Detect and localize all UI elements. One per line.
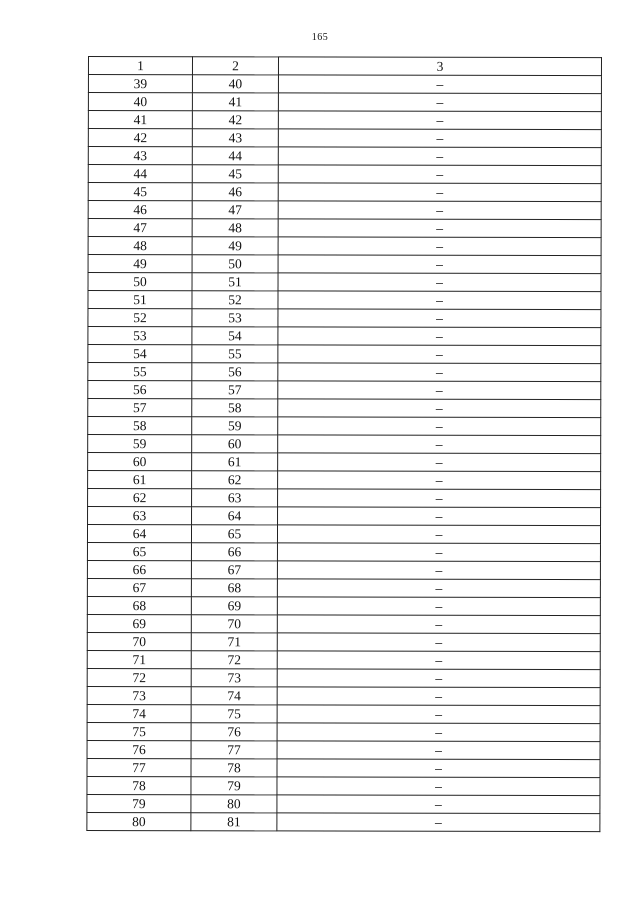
table-cell-col-1: 79 — [87, 794, 191, 812]
table-cell-col-3: – — [277, 759, 600, 778]
table-cell-col-3: – — [277, 795, 600, 814]
table-row — [87, 704, 600, 723]
table-cell-col-2: 56 — [192, 363, 278, 381]
table-row — [88, 363, 601, 382]
table-cell-col-2: 74 — [191, 687, 277, 705]
table-cell-col-3: – — [277, 669, 600, 688]
column-header-3: 3 — [278, 57, 601, 76]
table-cell-col-3: – — [278, 309, 601, 328]
table-row — [87, 578, 600, 597]
table-cell-col-3: – — [278, 327, 601, 346]
table-row — [88, 147, 601, 166]
table-cell-col-2: 77 — [191, 741, 277, 759]
table-cell-col-3: – — [278, 435, 601, 454]
table-cell-col-3: – — [278, 165, 601, 184]
table-cell-col-2: 64 — [192, 507, 278, 525]
header-row — [88, 57, 601, 76]
table-row — [88, 345, 601, 364]
table-cell-col-2: 47 — [192, 201, 278, 219]
table-cell-col-3: – — [278, 147, 601, 166]
table-row — [87, 650, 600, 669]
table-row — [87, 758, 600, 777]
table-cell-col-2: 44 — [192, 147, 278, 165]
table-cell-col-3: – — [277, 651, 600, 670]
table-row — [88, 129, 601, 148]
table-cell-col-3: – — [278, 111, 601, 130]
table-row — [87, 543, 600, 562]
table-cell-col-3: – — [278, 363, 601, 382]
table-cell-col-1: 61 — [88, 471, 192, 489]
table-row — [88, 381, 601, 400]
table-cell-col-1: 64 — [87, 525, 191, 543]
table-cell-col-1: 78 — [87, 776, 191, 794]
table-cell-col-2: 45 — [192, 165, 278, 183]
table-cell-col-2: 70 — [191, 615, 277, 633]
table-cell-col-2: 62 — [192, 471, 278, 489]
table-cell-col-3: – — [278, 291, 601, 310]
table-cell-col-2: 61 — [192, 453, 278, 471]
table-cell-col-1: 72 — [87, 668, 191, 686]
table-row — [88, 165, 601, 184]
table-cell-col-3: – — [278, 417, 601, 436]
column-header-2: 2 — [192, 57, 278, 75]
table-cell-col-1: 51 — [88, 291, 192, 309]
table-cell-col-2: 59 — [192, 417, 278, 435]
table-cell-col-1: 75 — [87, 722, 191, 740]
table-cell-col-3: – — [278, 219, 601, 238]
table-cell-col-3: – — [278, 471, 601, 490]
table-cell-col-2: 72 — [191, 651, 277, 669]
table-cell-col-2: 46 — [192, 183, 278, 201]
table-row — [88, 93, 601, 112]
table-cell-col-3: – — [277, 705, 600, 724]
table-row — [87, 632, 600, 651]
table-cell-col-3: – — [278, 183, 601, 202]
table-cell-col-2: 68 — [191, 579, 277, 597]
table-cell-col-1: 80 — [87, 812, 191, 830]
table-row — [88, 417, 601, 436]
table-cell-col-1: 43 — [88, 147, 192, 165]
table-cell-col-2: 67 — [191, 561, 277, 579]
table-cell-col-1: 48 — [88, 237, 192, 255]
table-cell-col-1: 67 — [87, 578, 191, 596]
table-row — [87, 794, 600, 813]
table-row — [87, 812, 600, 831]
table-row — [88, 471, 601, 490]
table-row — [87, 525, 600, 544]
table-cell-col-1: 39 — [88, 75, 192, 93]
table-cell-col-1: 56 — [88, 381, 192, 399]
table-cell-col-2: 63 — [192, 489, 278, 507]
table-cell-col-3: – — [278, 273, 601, 292]
table-cell-col-2: 40 — [192, 75, 278, 93]
table-cell-col-1: 55 — [88, 363, 192, 381]
table-row — [88, 291, 601, 310]
table-cell-col-2: 75 — [191, 705, 277, 723]
table-body — [87, 75, 602, 832]
table-cell-col-1: 54 — [88, 345, 192, 363]
table-cell-col-1: 65 — [87, 543, 191, 561]
table-cell-col-3: – — [277, 525, 600, 544]
table-cell-col-1: 68 — [87, 596, 191, 614]
table-row — [88, 399, 601, 418]
table-cell-col-2: 43 — [192, 129, 278, 147]
table-cell-col-3: – — [278, 129, 601, 148]
page-number: 165 — [311, 32, 329, 43]
table-cell-col-1: 59 — [88, 435, 192, 453]
table-row — [88, 327, 601, 346]
table-cell-col-3: – — [278, 255, 601, 274]
table-row — [88, 435, 601, 454]
table-cell-col-1: 66 — [87, 560, 191, 578]
table-cell-col-2: 52 — [192, 291, 278, 309]
table-cell-col-2: 71 — [191, 633, 277, 651]
table-cell-col-3: – — [278, 489, 601, 508]
table-cell-col-1: 76 — [87, 740, 191, 758]
table-cell-col-2: 80 — [191, 795, 277, 813]
table-cell-col-3: – — [278, 381, 601, 400]
table-cell-col-2: 79 — [191, 777, 277, 795]
table-cell-col-2: 73 — [191, 669, 277, 687]
table-cell-col-2: 81 — [191, 813, 277, 831]
table-cell-col-2: 53 — [192, 309, 278, 327]
table-cell-col-1: 73 — [87, 686, 191, 704]
table-row — [88, 111, 601, 130]
table-cell-col-1: 74 — [87, 704, 191, 722]
table-cell-col-1: 47 — [88, 219, 192, 237]
table-cell-col-1: 40 — [88, 93, 192, 111]
table-row — [87, 614, 600, 633]
table-cell-col-3: – — [277, 579, 600, 598]
table-cell-col-2: 58 — [192, 399, 278, 417]
table-row — [88, 183, 601, 202]
table-row — [88, 75, 601, 94]
table-cell-col-1: 41 — [88, 111, 192, 129]
table-cell-col-3: – — [277, 723, 600, 742]
table-cell-col-3: – — [277, 777, 600, 796]
table-cell-col-3: – — [277, 597, 600, 616]
table-cell-col-1: 52 — [88, 309, 192, 327]
table-row — [88, 255, 601, 274]
table-cell-col-2: 48 — [192, 219, 278, 237]
table-cell-col-3: – — [277, 687, 600, 706]
table-cell-col-3: – — [277, 741, 600, 760]
table-row — [88, 453, 601, 472]
table-row — [88, 219, 601, 238]
table-cell-col-2: 69 — [191, 597, 277, 615]
table-cell-col-1: 63 — [88, 507, 192, 525]
table-row — [87, 560, 600, 579]
table-cell-col-1: 70 — [87, 632, 191, 650]
table-cell-col-3: – — [278, 345, 601, 364]
table-cell-col-3: – — [277, 813, 600, 832]
table-row — [87, 740, 600, 759]
table-cell-col-3: – — [278, 453, 601, 472]
table-cell-col-2: 41 — [192, 93, 278, 111]
table-cell-col-3: – — [277, 615, 600, 634]
table-cell-col-1: 44 — [88, 165, 192, 183]
table-cell-col-3: – — [277, 561, 600, 580]
table-cell-col-3: – — [278, 201, 601, 220]
table-cell-col-1: 62 — [88, 489, 192, 507]
table-row — [87, 686, 600, 705]
table-cell-col-1: 71 — [87, 650, 191, 668]
table-cell-col-2: 57 — [192, 381, 278, 399]
table-cell-col-3: – — [278, 399, 601, 418]
table-cell-col-2: 49 — [192, 237, 278, 255]
table-cell-col-1: 58 — [88, 417, 192, 435]
table-row — [87, 596, 600, 615]
table-row — [88, 489, 601, 508]
table-cell-col-3: – — [277, 633, 600, 652]
table-cell-col-2: 78 — [191, 759, 277, 777]
table-cell-col-2: 76 — [191, 723, 277, 741]
table-cell-col-1: 49 — [88, 255, 192, 273]
table-row — [88, 201, 601, 220]
table-cell-col-2: 65 — [191, 525, 277, 543]
table-row — [87, 776, 600, 795]
table-cell-col-3: – — [278, 75, 601, 94]
table-cell-col-1: 57 — [88, 399, 192, 417]
table-cell-col-1: 77 — [87, 758, 191, 776]
table-row — [87, 668, 600, 687]
table-row — [88, 237, 601, 256]
table-cell-col-2: 54 — [192, 327, 278, 345]
table-cell-col-2: 51 — [192, 273, 278, 291]
table-cell-col-1: 69 — [87, 614, 191, 632]
table-cell-col-1: 60 — [88, 453, 192, 471]
column-header-1: 1 — [88, 57, 192, 75]
table-row — [88, 309, 601, 328]
table-cell-col-3: – — [278, 507, 601, 526]
table-cell-col-1: 46 — [88, 201, 192, 219]
table-cell-col-1: 50 — [88, 273, 192, 291]
table-cell-col-2: 50 — [192, 255, 278, 273]
table-cell-col-1: 53 — [88, 327, 192, 345]
table-row — [88, 507, 601, 526]
table-row — [88, 273, 601, 292]
table-cell-col-3: – — [278, 237, 601, 256]
table-cell-col-2: 42 — [192, 111, 278, 129]
table-cell-col-2: 66 — [191, 543, 277, 561]
table-cell-col-2: 60 — [192, 435, 278, 453]
table-cell-col-3: – — [278, 93, 601, 112]
data-table — [86, 56, 602, 832]
table-row — [87, 722, 600, 741]
table-cell-col-3: – — [277, 543, 600, 562]
table-cell-col-1: 42 — [88, 129, 192, 147]
table-cell-col-2: 55 — [192, 345, 278, 363]
table-cell-col-1: 45 — [88, 183, 192, 201]
